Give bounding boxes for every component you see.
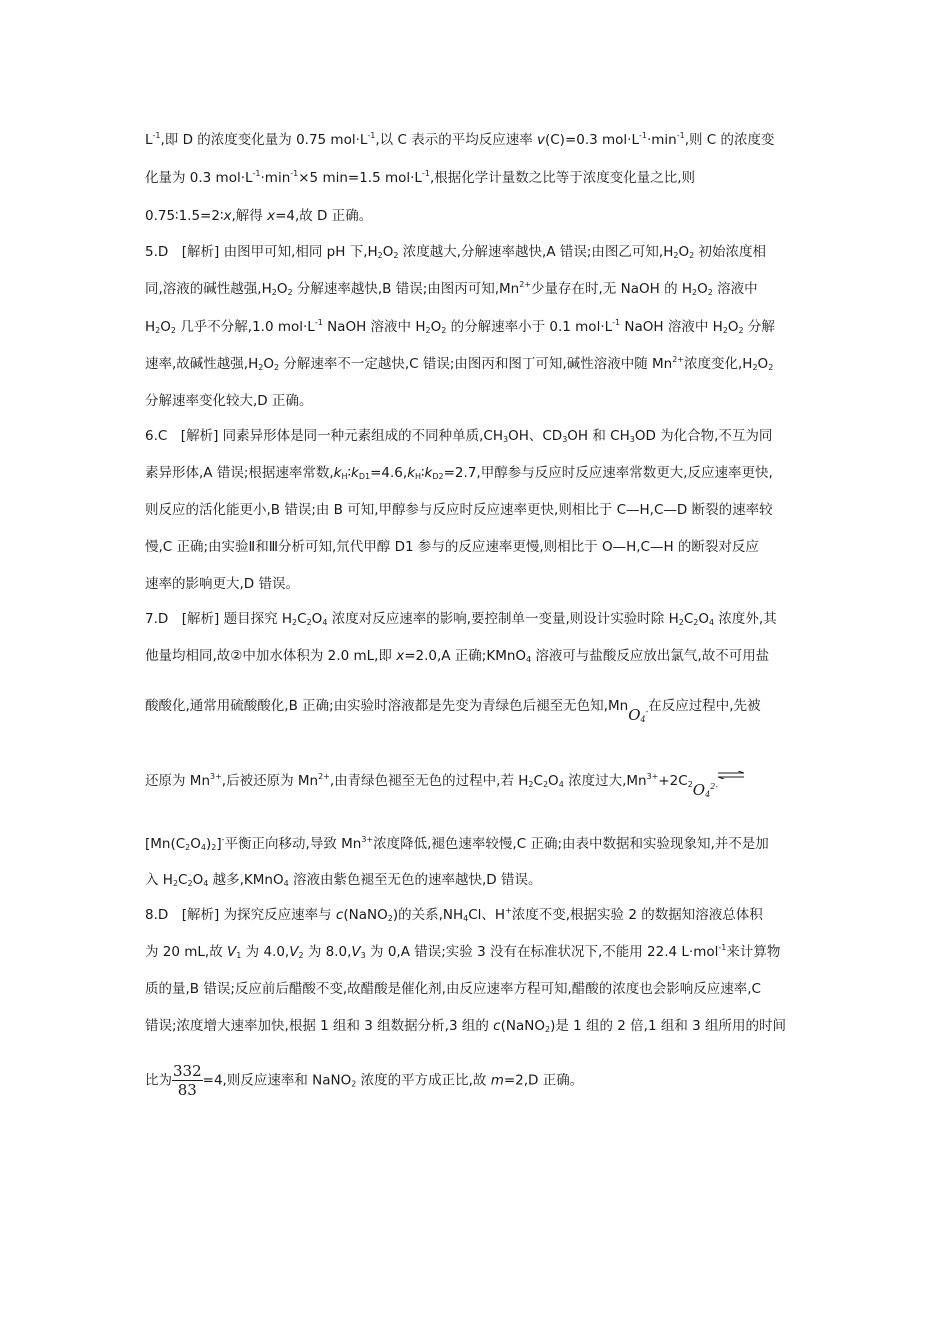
- text-line: 素异形体,A 错误;根据速率常数$,k_H∶k_{D1}=4.6,k_H∶k_{D2}=2.7$,甲醇参与反应时反应速率常数更大,反应速率更快,: [145, 465, 773, 481]
- text-line: 他量均相同,故②中加水体积为 2.0 mL,即 x=2.0,A 正确;KMnO$_4$ 溶液可与盐酸反应放出氯气,故不可用盐: [145, 648, 770, 664]
- text-line: 速率,故碱性越强$,H_2O_2$ 分解速率不一定越快,C 错误;由图丙和图丁可知,碱性溶液中随 $Mn^{2+}$浓度变化$,H_2O_2$: [145, 355, 774, 372]
- text-line: $H_2O_2$ 几乎不分解,1.0 $mol\cdot L^{-1}$ NaOH 溶液中 $H_2O_2$ 的分解速率小于 0.1 $mol\cdot L^{-1}$ NaOH 溶液中 $H_2O_2$ 分解: [145, 318, 775, 335]
- text-line: 则反应的活化能更小,B 错误;由 B 可知,甲醇参与反应时反应速率更快,则相比于 C—H,C—D 断裂的速率较: [145, 502, 773, 518]
- text-line: $[Mn(C_2O_4)_2]^-$平衡正向移动,导致 $Mn^{3+}$浓度降低,褪色速率较慢,C 正确;由表中数据和实验现象知,并不是加: [145, 835, 769, 852]
- equilibrium-arrow-icon: [718, 771, 744, 779]
- text-line: 速率的影响更大,D 错误。: [145, 576, 299, 592]
- text-line: 质的量,B 错误;反应前后醋酸不变,故醋酸是催化剂,由反应速率方程可知,醋酸的浓度也会影响反应速率,C: [145, 981, 761, 997]
- text-line: 同,溶液的碱性越强$,H_2O_2$ 分解速率越快,B 错误;由图丙可知$,Mn^{2+}$少量存在时,无 NaOH 的 $H_2O_2$ 溶液中: [145, 280, 758, 297]
- text-line: 化量为 0.3 $mol\cdot L^{-1}\cdot\min^{-1}\times 5$ min=1.5 $mol\cdot L^{-1}$,根据化学计量数之比等于浓度变化量之比,则: [145, 169, 696, 186]
- text-line: 分解速率变化较大,D 正确。: [145, 393, 313, 409]
- text-line: 7.D [解析] 题目探究 $H_2C_2O_4$ 浓度对反应速率的影响,要控制单一变量,则设计实验时除 $H_2C_2O_4$ 浓度外,其: [145, 611, 777, 627]
- text-line: 慢,C 正确;由实验Ⅱ和Ⅲ分析可知,氘代甲醇 D1 参与的反应速率更慢,则相比于 O—H,C—H 的断裂对反应: [145, 539, 759, 555]
- text-line: 还原为 $Mn^{3+}$,后被还原为 $Mn^{2+}$,由青绿色褪至无色的过程中,若 $H_2C_2O_4$ 浓度过大$,Mn^{3+}+2C_2O_4^{2-}$: [145, 769, 744, 789]
- text-line: 5.D [解析] 由图甲可知,相同 pH 下$,H_2O_2$ 浓度越大,分解速率越快,A 错误;由图乙可知$,H_2O_2$ 初始浓度相: [145, 244, 766, 260]
- text-line: 6.C [解析] 同素异形体是同一种元素组成的不同种单质$,CH_3OH$、$CD_3OH$ 和 $CH_3OD$ 为化合物,不互为同: [145, 428, 773, 444]
- text-line: 为 20 mL,故 $V_1$ 为 $4.0,V_2$ 为 $8.0,V_3$ 为 0,A 错误;实验 3 没有在标准状况下,不能用 22.4 L·mol$^{-1}$来计算物: [145, 943, 781, 960]
- text-line: 比为 $\frac{332}{83}$ =4,则反应速率和 NaNO$_2$ 浓度的平方成正比,故 m=2,D 正确。: [145, 1062, 584, 1099]
- text-line: 8.D [解析] 为探究反应速率与 c(NaNO$_2$)的关系$,NH_4Cl$、H+浓度不变,根据实验 2 的数据知溶液总体积: [145, 906, 763, 923]
- text-line: 入 $H_2C_2O_4$ 越多,KMnO$_4$ 溶液由紫色褪至无色的速率越快,D 错误。: [145, 872, 542, 888]
- text-line: 酸酸化,通常用硫酸酸化,B 正确;由实验时溶液都是先变为青绿色后褪至无色知,MnO$_4$-在反应过程中,先被: [145, 698, 761, 724]
- fraction: $\frac{332}{83}$: [173, 1062, 202, 1099]
- text-line: 错误;浓度增大速率加快,根据 1 组和 3 组数据分析,3 组的 c(NaNO$_2$)是 1 组的 2 倍,1 组和 3 组所用的时间: [145, 1018, 787, 1034]
- text-line: $L^{-1}$,即 D 的浓度变化量为 0.75 $mol\cdot L^{-1}$,以 C 表示的平均反应速率 v(C)=0.3 $mol\cdot L^{-1}\cdot\min^{-1}$,则 C 的浓度变: [145, 131, 775, 148]
- text-line: 0.75∶1.5=2∶x,解得 x=4,故 D 正确。: [145, 208, 373, 224]
